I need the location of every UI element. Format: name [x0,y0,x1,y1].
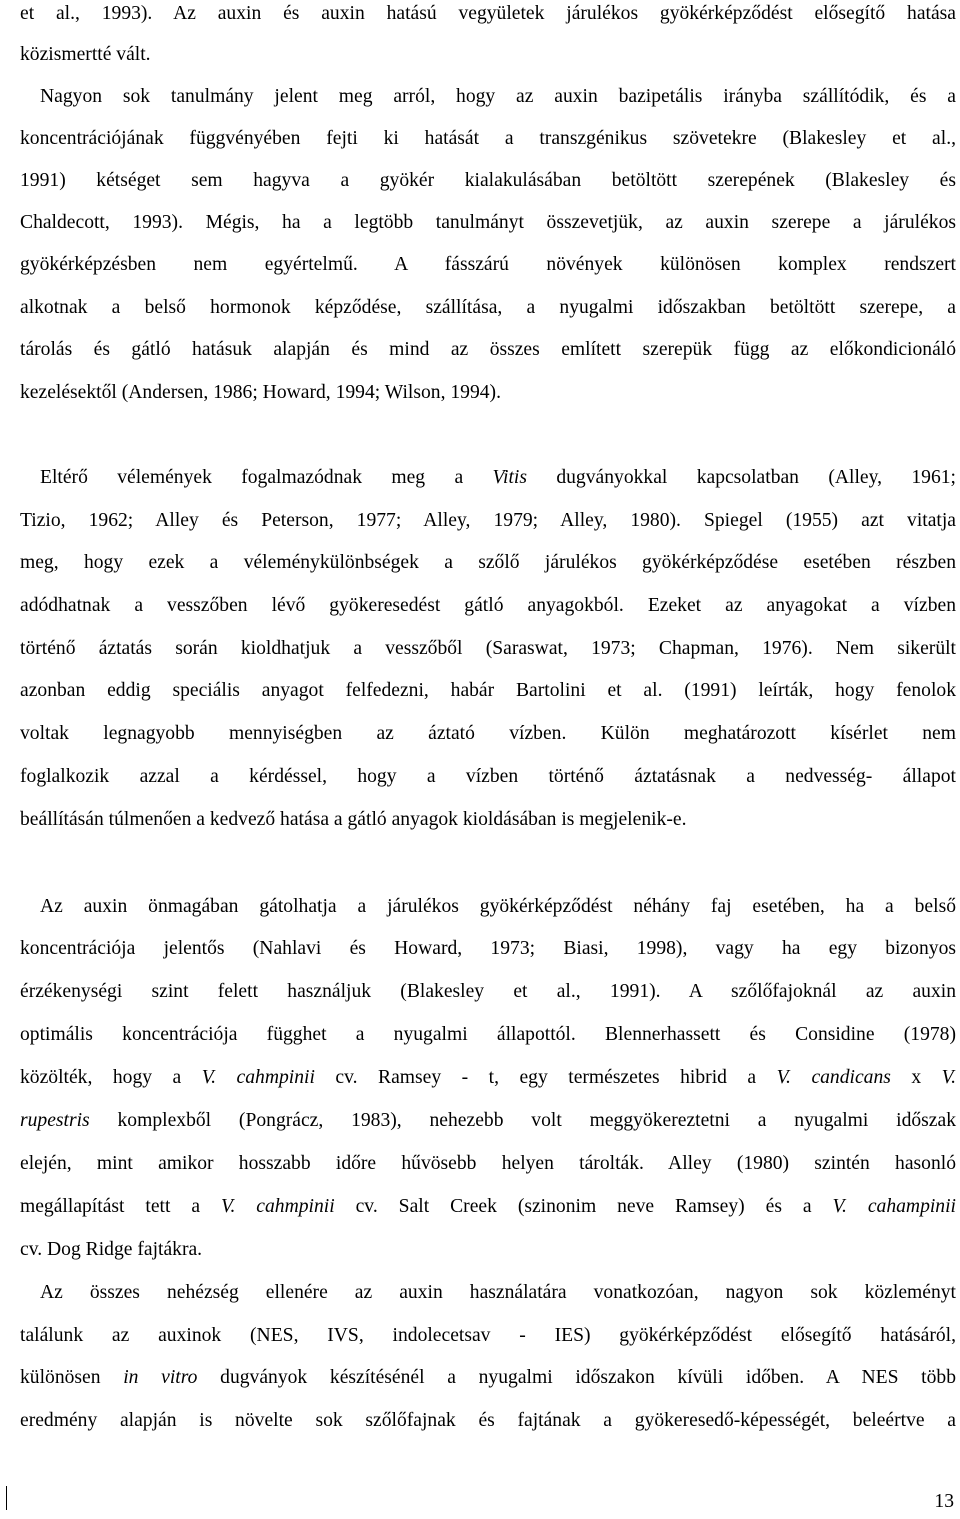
text-span: cv. Ramsey - t, egy természetes hibrid a [314,1067,777,1088]
text-span: Eltérő vélemények fogalmazódnak meg a [40,467,493,488]
text-line [20,466,956,490]
italic-term: V. cahmpinii [221,1196,335,1217]
italic-term: rupestris [20,1110,90,1131]
text-span: megállapítást tett a [20,1196,222,1217]
text-line: találunk az auxinok (NES, IVS, indolecetsav - IES) gyökérképződést elősegítő hatásáról, [20,1325,956,1346]
text-span: közölték, hogy a [20,1067,202,1088]
text-span: dugványok készítésénél a nyugalmi időszakon kívüli időben. A NES több [197,1367,956,1388]
text-line: koncentrációja jelentős (Nahlavi és Howard, 1973; Biasi, 1998), vagy ha egy bizonyos [20,938,956,959]
text-line: kezelésektől (Andersen, 1986; Howard, 1994; Wilson, 1994). [20,382,501,403]
text-line: eredmény alapján is növelte sok szőlőfajnak és fajtának a gyökeresedő-képességét, beleértve a [20,1410,956,1431]
text-line [20,1195,956,1219]
italic-term: V. cahampinii [832,1196,956,1217]
text-line: Tizio, 1962; Alley és Peterson, 1977; Alley, 1979; Alley, 1980). Spiegel (1955) azt vitatja [20,510,956,531]
text-line [20,1366,956,1390]
text-line: elején, mint amikor hosszabb időre hűvösebb helyen tárolták. Alley (1980) szintén hasonló [20,1153,956,1174]
text-span: különösen [20,1367,124,1388]
text-span: komplexből (Pongrácz, 1983), nehezebb volt meggyökereztetni a nyugalmi időszak [89,1110,956,1131]
text-line: et al., 1993). Az auxin és auxin hatású vegyületek járulékos gyökérképződést elősegítő hatása [20,3,956,24]
text-line: érzékenységi szint felett használjuk (Blakesley et al., 1991). A szőlőfajoknál az auxin [20,981,956,1002]
text-span: cv. Salt Creek (szinonim neve Ramsey) és a [334,1196,833,1217]
text-line: gyökérképzésben nem egyértelmű. A fásszárú növények különösen komplex rendszert [20,254,956,275]
text-line: adódhatnak a vesszőben lévő gyökeresedést gátló anyagokból. Ezeket az anyagokat a vízben [20,595,956,616]
text-line: 1991) kétséget sem hagyva a gyökér kialakulásában betöltött szerepének (Blakesley és [20,170,956,191]
italic-term: V. cahmpinii [201,1067,315,1088]
italic-term: V. [941,1067,957,1088]
text-line: voltak legnagyobb mennyiségben az áztató vízben. Külön meghatározott kísérlet nem [20,723,956,744]
text-span: x [890,1067,942,1088]
text-line: Az összes nehézség ellenére az auxin használatára vonatkozóan, nagyon sok közleményt [40,1282,956,1303]
text-line: Chaldecott, 1993). Mégis, ha a legtöbb tanulmányt összevetjük, az auxin szerepe a járulékos [20,212,956,233]
text-line: alkotnak a belső hormonok képződése, szállítása, a nyugalmi időszakban betöltött szerepe, a [20,297,956,318]
text-line: tárolás és gátló hatásuk alapján és mind az összes említett szerepük függ az előkondicionáló [20,339,956,360]
text-line: Az auxin önmagában gátolhatja a járulékos gyökérképződést néhány faj esetében, ha a belső [40,896,956,917]
text-line: foglalkozik azzal a kérdéssel, hogy a vízben történő áztatásnak a nedvesség- állapot [20,766,956,787]
text-line [20,1109,956,1133]
text-line: beállításán túlmenően a kedvező hatása a gátló anyagok kioldásában is megjelenik-e. [20,809,687,830]
text-line: koncentrációjának függvényében fejti ki hatását a transzgénikus szövetekre (Blakesley et al., [20,128,956,149]
page-number: 13 [934,1491,954,1512]
italic-term: V. candicans [776,1067,891,1088]
text-line: optimális koncentrációja függhet a nyugalmi állapottól. Blennerhassett és Considine (1978) [20,1024,956,1045]
text-line: Nagyon sok tanulmány jelent meg arról, hogy az auxin bazipetális irányba szállítódik, és a [40,86,956,107]
text-span: dugványokkal kapcsolatban (Alley, 1961; [526,467,956,488]
text-line: azonban eddig speciális anyagot felfedezni, habár Bartolini et al. (1991) leírták, hogy fenolok [20,680,956,701]
text-line: meg, hogy ezek a véleménykülönbségek a szőlő járulékos gyökérképződése esetében részben [20,552,956,573]
text-cursor [6,1486,7,1510]
text-line: közismertté vált. [20,44,151,65]
italic-term: in vitro [123,1367,198,1388]
italic-term: Vitis [492,467,527,488]
text-line [20,1066,956,1090]
text-line: cv. Dog Ridge fajtákra. [20,1239,203,1260]
text-line: történő áztatás során kioldhatjuk a vesszőből (Saraswat, 1973; Chapman, 1976). Nem sikerült [20,638,956,659]
